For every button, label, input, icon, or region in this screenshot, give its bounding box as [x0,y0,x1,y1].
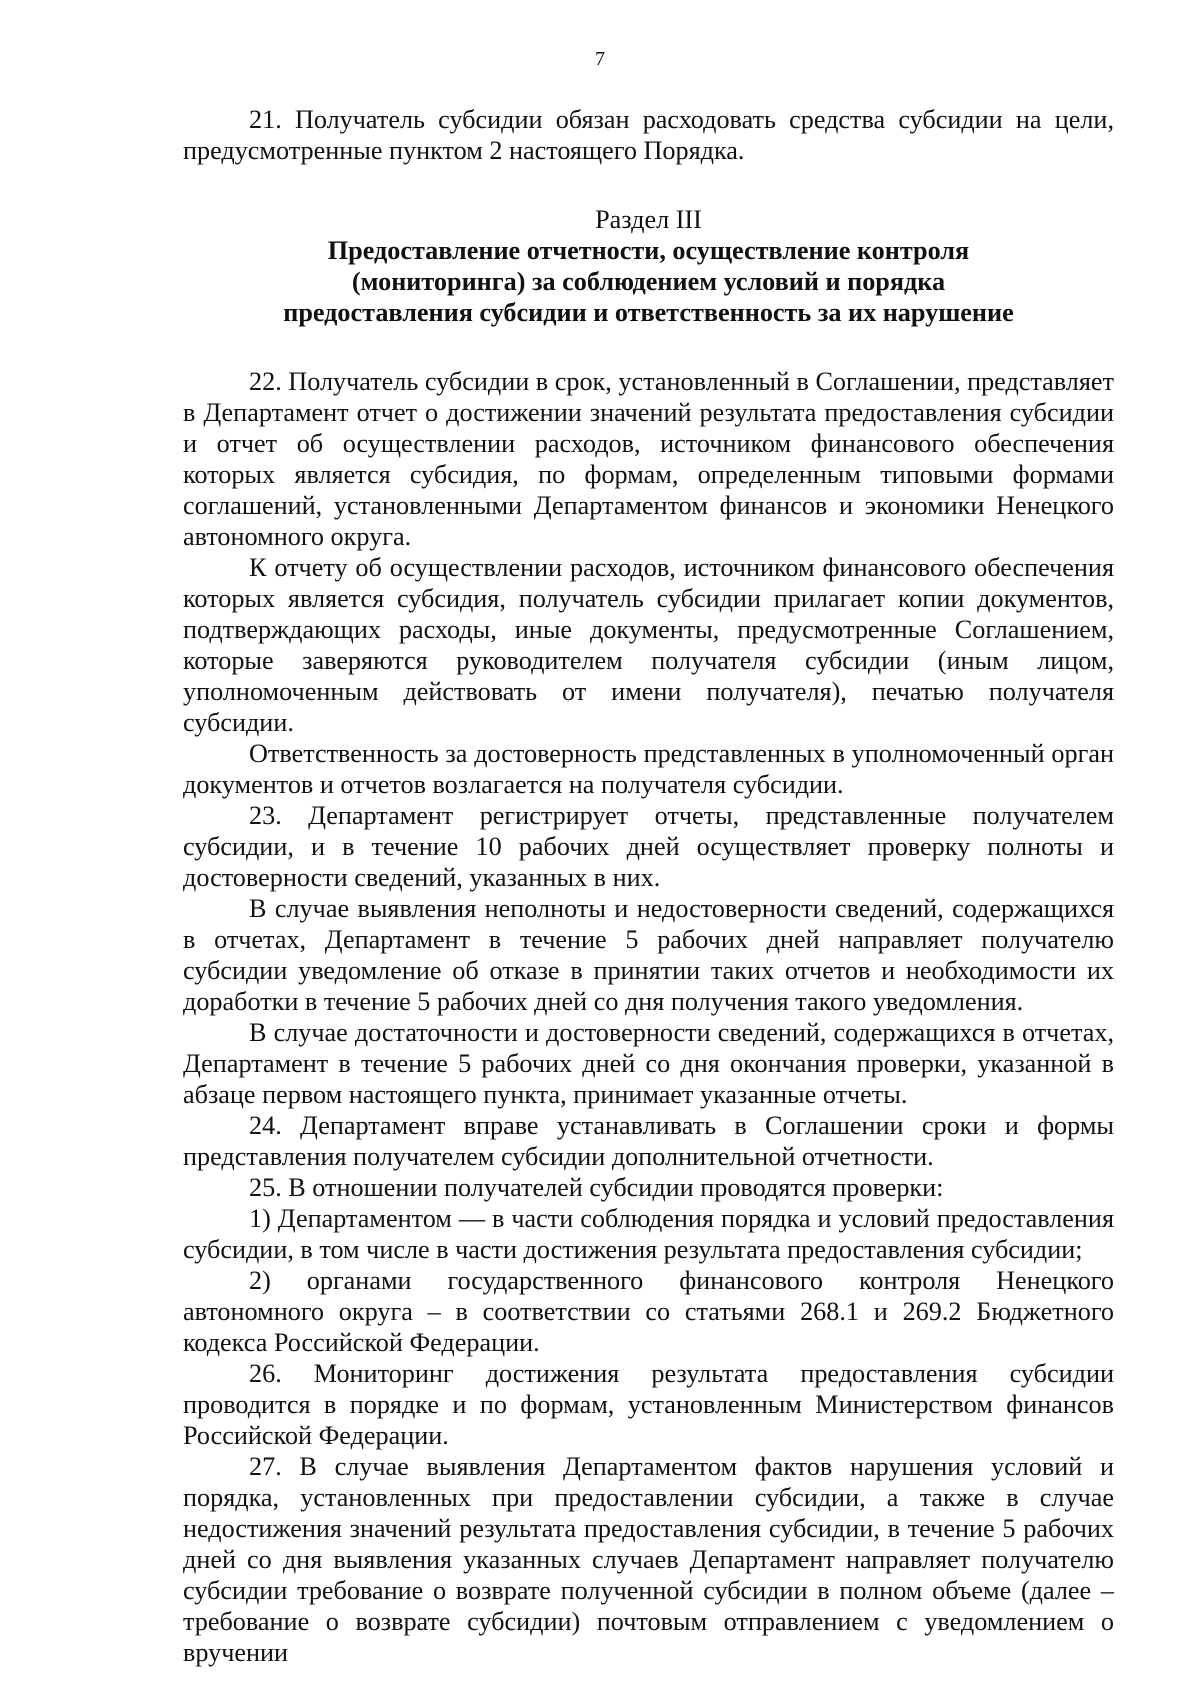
paragraph-22: 22. Получатель субсидии в срок, установленный в Соглашении, представляет в Департамент отчет о достижении значений результата предоставления субсидии и отчет об осуществлении расходов, источником финансового обеспечения которых является субсидия, по формам, определенным типовыми формами соглашений, установленными Департаментом финансов и экономики Ненецкого автономного округа. [183,367,1114,551]
section-title-line: (мониторинга) за соблюдением условий и порядка [351,267,946,296]
paragraph: В случае достаточности и достоверности сведений, содержащихся в отчетах, Департамент в течение 5 рабочих дней со дня окончания проверки, указанной в абзаце первом настоящего пункта, принимает указанные отчеты. [183,1018,1114,1109]
paragraph-23: 23. Департамент регистрирует отчеты, представленные получателем субсидии, и в течение 10 рабочих дней осуществляет проверку полноты и достоверности сведений, указанных в них. [183,801,1114,892]
section-title-line: Предоставление отчетности, осуществление контроля [327,236,970,265]
paragraph-26: 26. Мониторинг достижения результата предоставления субсидии проводится в порядке и по формам, установленным Министерством финансов Российской Федерации. [183,1359,1114,1450]
list-item: 2) органами государственного финансового контроля Ненецкого автономного округа – в соответствии со статьями 268.1 и 269.2 Бюджетного кодекса Российской Федерации. [183,1266,1114,1357]
section-label: Раздел III [595,205,702,234]
paragraph-24: 24. Департамент вправе устанавливать в Соглашении сроки и формы представления получателем субсидии дополнительной отчетности. [183,1111,1114,1171]
section-heading [183,204,1114,328]
document-body [183,104,1114,1668]
section-title-line: предоставления субсидии и ответственность за их нарушение [283,298,1014,327]
paragraph: В случае выявления неполноты и недостоверности сведений, содержащихся в отчетах, Департамент в течение 5 рабочих дней направляет получателю субсидии уведомление об отказе в принятии таких отчетов и необходимости их доработки в течение 5 рабочих дней со дня получения такого уведомления. [183,894,1114,1016]
list-item: 1) Департаментом — в части соблюдения порядка и условий предоставления субсидии, в том числе в части достижения результата предоставления субсидии; [183,1204,1114,1264]
paragraph-25: 25. В отношении получателей субсидии проводятся проверки: [249,1173,944,1202]
paragraph: Ответственность за достоверность представленных в уполномоченный орган документов и отчетов возлагается на получателя субсидии. [183,739,1114,799]
paragraph: К отчету об осуществлении расходов, источником финансового обеспечения которых является субсидия, получатель субсидии прилагает копии документов, подтверждающих расходы, иные документы, предусмотренные Соглашением, которые заверяются руководителем получателя субсидии (иным лицом, уполномоченным действовать от имени получателя), печатью получателя субсидии. [183,553,1114,737]
page-number: 7 [595,48,605,70]
paragraph-21: 21. Получатель субсидии обязан расходовать средства субсидии на цели, предусмотренные пунктом 2 настоящего Порядка. [183,105,1114,165]
paragraph-27: 27. В случае выявления Департаментом фактов нарушения условий и порядка, установленных при предоставлении субсидии, а также в случае недостижения значений результата предоставления субсидии, в течение 5 рабочих дней со дня выявления указанных случаев Департамент направляет получателю субсидии требование о возврате полученной субсидии в полном объеме (далее – требование о возврате субсидии) почтовым отправлением с уведомлением о вручении [183,1452,1114,1667]
